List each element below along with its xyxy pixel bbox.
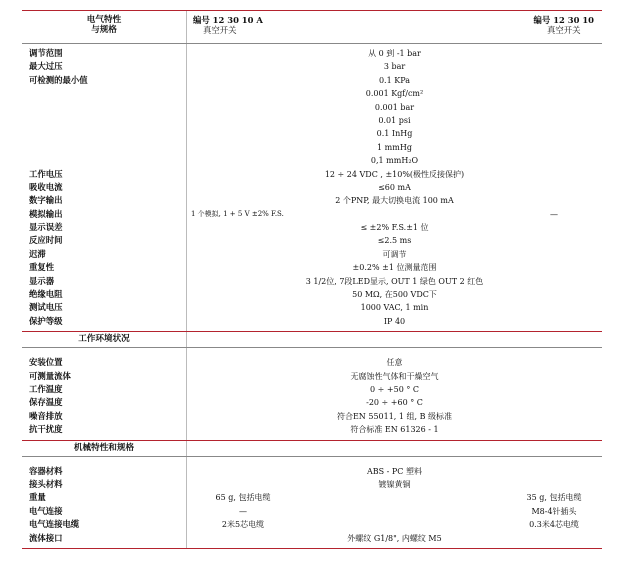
- spec-value: 1 mmHg: [377, 142, 412, 152]
- spec-row: [22, 87, 602, 100]
- spec-row: [22, 127, 602, 140]
- spec-value: ≤60 mA: [378, 182, 411, 192]
- spec-value: 0.001 bar: [374, 102, 415, 112]
- spec-value: ≤2.5 ms: [377, 236, 412, 246]
- spec-row: [22, 234, 602, 247]
- spec-label: [22, 127, 187, 140]
- spec-row: [22, 248, 602, 261]
- spec-label: [22, 141, 187, 154]
- spec-value: 3 bar: [383, 62, 406, 72]
- spec-row: [22, 101, 602, 114]
- spec-row: [22, 410, 602, 423]
- spec-value: 0 ÷ +50 ° C: [370, 384, 419, 394]
- spec-value: 1 个模拟, 1 + 5 V ±2% F.S. —: [191, 209, 558, 219]
- bottom-rule: [22, 548, 602, 549]
- spec-value: 无腐蚀性气体和干燥空气: [350, 371, 439, 381]
- spec-row: [22, 141, 602, 154]
- spec-value: 符合EN 55011, 1 组, B 级标准: [336, 411, 453, 421]
- spec-row: [22, 301, 602, 314]
- spec-row: [22, 221, 602, 234]
- spec-label: [22, 101, 187, 114]
- spec-value: 0,1 mmH₂O: [370, 156, 419, 166]
- spec-row: [22, 370, 602, 383]
- mechanical-section: [22, 465, 602, 545]
- spec-label: 反应时间: [22, 234, 187, 247]
- spec-row: [22, 60, 602, 73]
- spec-row: [22, 465, 602, 478]
- spec-label: 数字输出: [22, 194, 187, 207]
- spec-label: [22, 87, 187, 100]
- spec-label: 调节范围: [22, 47, 187, 60]
- spec-row: [22, 288, 602, 301]
- spec-label: [22, 114, 187, 127]
- spec-value: 0.01 psi: [378, 115, 411, 125]
- spec-label: 可检测的最小值: [22, 74, 187, 87]
- spec-label: 电气连接电缆: [22, 518, 187, 531]
- spec-label: 最大过压: [22, 60, 187, 73]
- spec-row: [22, 396, 602, 409]
- spec-label: 模拟输出: [22, 208, 187, 221]
- spec-value: 符合标准 EN 61326 - 1: [350, 425, 439, 435]
- spec-label: 可测量流体: [22, 370, 187, 383]
- header-row: [22, 11, 602, 43]
- spec-value: 0.001 Kgf/cm²: [365, 89, 424, 99]
- spec-value: — M8-4针插头: [239, 506, 577, 516]
- electrical-section: [22, 47, 602, 328]
- spec-label: 重量: [22, 491, 187, 504]
- spec-row: [22, 423, 602, 436]
- spec-row: [22, 383, 602, 396]
- spec-label: 保护等级: [22, 315, 187, 328]
- spec-label: 工作温度: [22, 383, 187, 396]
- spec-label: 电气连接: [22, 505, 187, 518]
- spec-value: 镀镍黄铜: [378, 479, 411, 489]
- spec-label: 抗干扰度: [22, 423, 187, 436]
- spec-value: 0.1 InHg: [376, 129, 413, 139]
- spec-row: [22, 194, 602, 207]
- spec-value: IP 40: [383, 316, 406, 326]
- spec-label: 显示器: [22, 275, 187, 288]
- spec-label: 迟滞: [22, 248, 187, 261]
- spec-value: ABS - PC 塑料: [367, 466, 422, 476]
- header-col2: 编号 12 30 10 真空开关: [533, 15, 594, 35]
- spec-value: 3 1/2位, 7段LED显示, OUT 1 绿色 OUT 2 红色: [305, 276, 484, 286]
- spec-label: 重复性: [22, 261, 187, 274]
- spec-row: [22, 356, 602, 369]
- spec-row: [22, 275, 602, 288]
- spec-value: ≤ ±2% F.S.±1 位: [360, 223, 429, 233]
- spec-row: [22, 74, 602, 87]
- spec-label: 安装位置: [22, 356, 187, 369]
- spec-value: 2米5芯电缆 0.3米4芯电缆: [221, 520, 579, 530]
- spec-label: 容器材料: [22, 465, 187, 478]
- spec-row: [22, 532, 602, 545]
- spec-label: 测试电压: [22, 301, 187, 314]
- spec-value: 2 个PNP, 最大切换电流 100 mA: [335, 196, 454, 206]
- spec-label: 绝缘电阻: [22, 288, 187, 301]
- spec-label: 噪音排放: [22, 410, 187, 423]
- spec-row: [22, 315, 602, 328]
- spec-value: ±0.2% ±1 位测量范围: [352, 263, 437, 273]
- spec-label: 流体接口: [22, 532, 187, 545]
- spec-label: 保存温度: [22, 396, 187, 409]
- header-label: 电气特性 与规格: [22, 11, 187, 43]
- spec-row: [22, 208, 602, 221]
- spec-value: 外螺纹 G1/8", 内螺纹 M5: [347, 533, 442, 543]
- spec-row: [22, 181, 602, 194]
- spec-row: [22, 114, 602, 127]
- environment-section: [22, 356, 602, 436]
- header-col1: 编号 12 30 10 A 真空开关: [193, 15, 263, 35]
- spec-label: 显示误差: [22, 221, 187, 234]
- spec-value: 可调节: [382, 249, 407, 259]
- spec-row: [22, 154, 602, 167]
- spec-value: 65 g, 包括电缆 35 g, 包括电缆: [215, 493, 582, 503]
- spec-sheet: [22, 10, 602, 549]
- spec-row: [22, 168, 602, 181]
- spec-label: 接头材料: [22, 478, 187, 491]
- spec-row: [22, 491, 602, 504]
- spec-row: [22, 478, 602, 491]
- section-header-mechanical: 机械特性和规格: [22, 441, 602, 456]
- spec-value: 50 MΩ, 在500 VDC下: [352, 290, 437, 300]
- spec-row: [22, 518, 602, 531]
- spec-value: 任意: [386, 358, 403, 368]
- spec-value: 12 ÷ 24 VDC , ±10%(极性反接保护): [324, 169, 465, 179]
- spec-value: 从 0 到 -1 bar: [368, 49, 421, 58]
- spec-label: [22, 154, 187, 167]
- spec-row: [22, 47, 602, 60]
- spec-label: 吸收电流: [22, 181, 187, 194]
- spec-label: 工作电压: [22, 168, 187, 181]
- spec-row: [22, 505, 602, 518]
- spec-row: [22, 261, 602, 274]
- spec-value: 1000 VAC, 1 min: [360, 303, 429, 313]
- spec-value: 0.1 KPa: [378, 75, 411, 85]
- spec-value: -20 ÷ +60 ° C: [366, 398, 423, 408]
- section-header-environment: 工作环境状况: [22, 332, 602, 347]
